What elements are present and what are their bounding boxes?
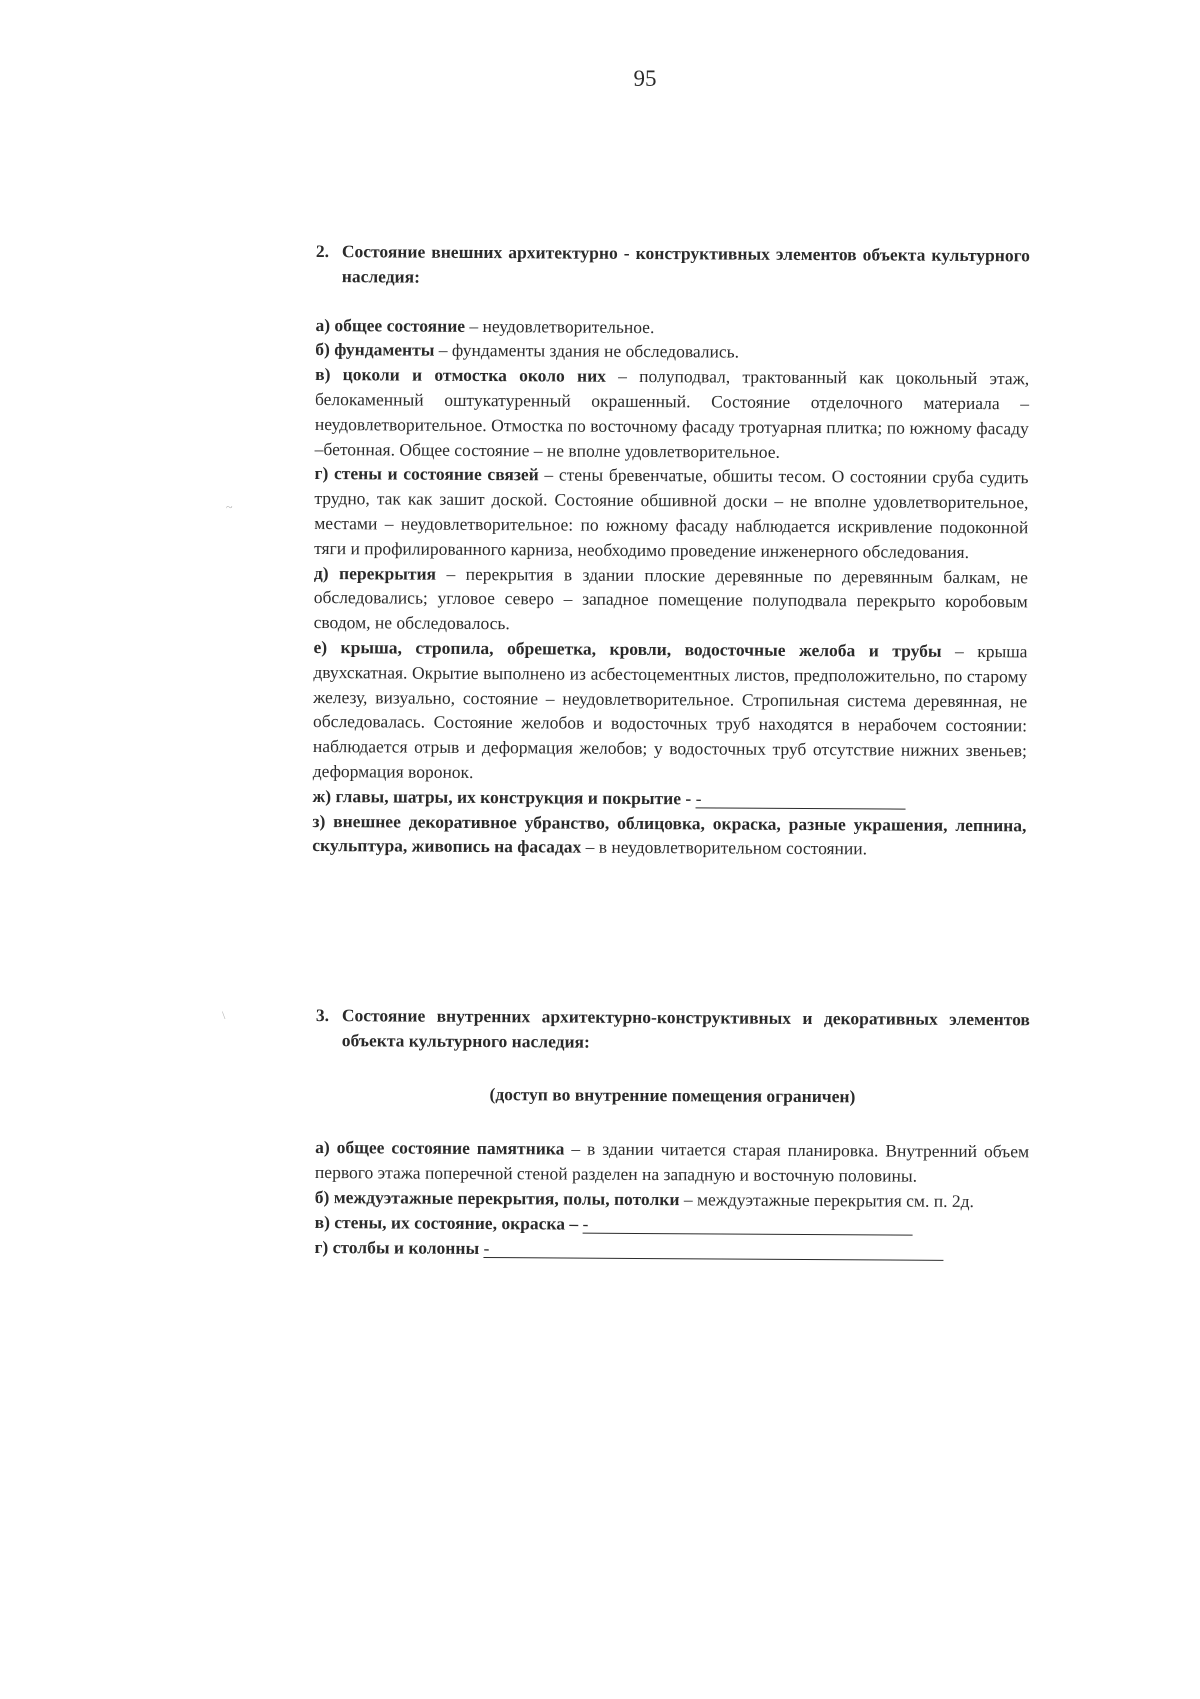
item-2d — [314, 561, 1028, 640]
item-2zh-blank: - — [696, 789, 906, 809]
item-3a-text: – в здании читается старая планировка. Внутренний объем первого этажа поперечной стеной разделен на западную и восточную половины. — [314, 1138, 1030, 1186]
item-2a-label: а) общее состояние — [315, 314, 466, 336]
item-2e — [313, 635, 1028, 788]
item-3v-label: в) стены, их состояние, окраска – — [314, 1211, 579, 1234]
section-2-title: Состояние внешних архитектурно - конструктивных элементов объекта культурного наследия: — [341, 241, 1030, 287]
item-3a-label: а) общее состояние памятника — [315, 1137, 565, 1159]
page-number: 95 — [633, 66, 657, 91]
item-2g-label: г) стены и состояние связей — [314, 463, 539, 485]
item-3g — [314, 1235, 1028, 1264]
item-2d-text: – перекрытия в здании плоские деревянные по деревянным балкам, не обследовались; угловое северо – западное помещение полуподвала перекрыто коробовым сводом, не обследовалось. — [313, 563, 1029, 634]
item-2g-text: – стены бревенчатые, обшиты тесом. О состоянии сруба судить трудно, так как зашит доской. Состояние обшивной доски – не вполне удовлетворительное, местами – неудовлетворительное: по южному фасаду наблюдается искривление подоконной тяги и профилированного карниза, необходимо проведение инженерного обследования. — [314, 464, 1029, 562]
item-2a-text: – неудовлетворительное. — [465, 315, 655, 337]
access-note: (доступ во внутренние помещения ограничен) — [489, 1083, 856, 1106]
item-3a — [315, 1135, 1029, 1189]
item-2b-text: – фундаменты здания не обследовались. — [434, 340, 740, 362]
item-2zh-label: ж) главы, шатры, их конструкция и покрытие - — [312, 785, 692, 809]
item-2d-label: д) перекрытия — [313, 562, 437, 584]
item-2v — [315, 362, 1030, 466]
item-2v-text: – полуподвал, трактованный как цокольный этаж, белокаменный оштукатуренный окрашенный. Состояние отделочного материала – неудовлетворительное. Отмостка по восточному фасаду тротуарная плитка; по южному фасаду –бетонная. Общее состояние – не вполне удовлетворительное. — [314, 365, 1030, 462]
scan-mark: \ — [222, 1008, 226, 1022]
section-3-number: 3. — [315, 1004, 330, 1026]
item-2z-text: – в неудовлетворительном состоянии. — [581, 836, 868, 859]
item-3v-blank: - — [582, 1214, 912, 1235]
section-2 — [312, 239, 1030, 862]
item-2e-label: е) крыша, стропила, обрешетка, кровли, водосточные желоба и трубы — [313, 636, 942, 661]
item-2v-label: в) цоколи и отмостка около них — [315, 364, 607, 386]
item-3b-label: б) междуэтажные перекрытия, полы, потолки — [314, 1186, 680, 1210]
item-2b-label: б) фундаменты — [315, 339, 435, 361]
item-3b-text: – междуэтажные перекрытия см. п. 2д. — [679, 1189, 974, 1212]
section-2-number: 2. — [315, 240, 330, 262]
item-2z — [312, 809, 1026, 863]
section-3 — [314, 1003, 1030, 1264]
section-3-title: Состояние внутренних архитектурно-конструктивных и декоративных элементов объекта культурного наследия: — [341, 1005, 1030, 1052]
scan-mark: ~ — [226, 500, 233, 514]
item-3g-label: г) столбы и колонны — [314, 1236, 480, 1258]
section-3-heading — [316, 1003, 1030, 1057]
item-2z-label: з) внешнее декоративное убранство, облицовка, окраска, разные украшения, лепнина, скульптура, живопись на фасадах — [312, 810, 1027, 857]
item-2g — [314, 461, 1029, 565]
item-3v — [315, 1210, 1029, 1239]
section-2-heading — [316, 239, 1030, 293]
item-2zh — [313, 784, 1027, 813]
item-2e-text: – крыша двухскатная. Окрытие выполнено из асбестоцементных листов, предположительно, по старому железу, визуально, состояние – неудовлетворительное. Стропильная система деревянная, не обследовалась. Состояние желобов и водосточных труб находятся в нерабочем состоянии: наблюдается отрыв и деформация желобов; у водосточных труб отсутствие нижних звеньев; деформация воронок. — [312, 640, 1028, 782]
item-3g-blank: - — [483, 1239, 943, 1261]
